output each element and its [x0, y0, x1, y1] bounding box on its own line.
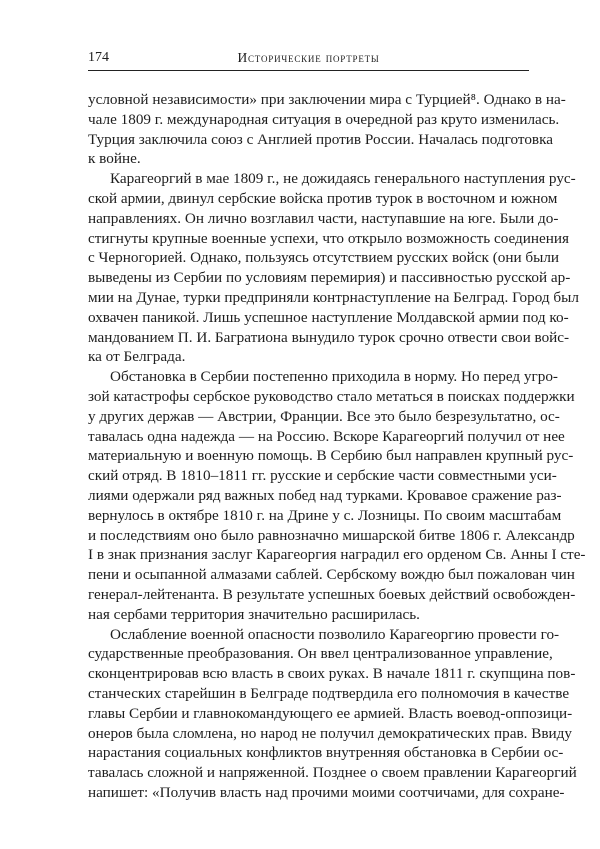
- text-line: напишет: «Получив власть над прочими моими соотчичами, для сохране-: [88, 783, 565, 801]
- text-line: лиями одержали ряд важных побед над турками. Кровавое сражение раз-: [88, 486, 562, 504]
- text-line: выведены из Сербии по условиям перемирия) и пассивностью русской ар-: [88, 269, 571, 287]
- text-line: I в знак признания заслуг Карагеоргия наградил его орденом Св. Анны I сте-: [88, 546, 586, 564]
- paragraph: [88, 367, 586, 624]
- text-line: Ослабление военной опасности позволило Карагеоргию провести го-: [110, 625, 560, 643]
- text-line: стигнуты крупные военные успехи, что открыло возможность соединения: [88, 229, 569, 247]
- text-line: к войне.: [88, 150, 141, 168]
- text-line: Турция заключила союз с Англией против России. Началась подготовка: [88, 130, 553, 148]
- paragraph: [88, 625, 577, 803]
- text-line: Обстановка в Сербии постепенно приходила в норму. Но перед угро-: [110, 368, 558, 386]
- body-text: [88, 90, 586, 803]
- text-line: мии на Дунае, турки предприняли контрнаступление на Белград. Город был: [88, 288, 579, 306]
- text-line: Карагеоргий в мае 1809 г., не дожидаясь генерального наступления рус-: [110, 170, 576, 188]
- text-line: станческих старейшин в Белграде подтвердила его полномочия в качестве: [88, 684, 570, 702]
- text-line: ский отряд. В 1810–1811 гг. русские и сербские части совместными уси-: [88, 467, 557, 485]
- text-line: онеров была сломлена, но народ не получил демократических прав. Ввиду: [88, 724, 572, 742]
- text-line: сконцентрировав всю власть в своих руках. В начале 1811 г. скупщина пов-: [88, 665, 576, 683]
- text-line: зой катастрофы сербское руководство стало метаться в поисках поддержки: [88, 387, 575, 405]
- text-line: сударственные преобразования. Он ввел централизованное управление,: [88, 645, 553, 663]
- text-line: ная сербами территория значительно расширилась.: [88, 605, 420, 623]
- text-line: нарастания социальных конфликтов внутренняя обстановка в Сербии ос-: [88, 744, 564, 762]
- text-line: материальную и военную помощь. В Сербию был направлен крупный рус-: [88, 447, 574, 465]
- running-header: [88, 48, 529, 71]
- page-number: 174: [88, 50, 109, 65]
- text-line: ка от Белграда.: [88, 348, 186, 366]
- text-line: чале 1809 г. международная ситуация в очередной раз круто изменилась.: [88, 110, 560, 128]
- paragraph: [88, 169, 579, 367]
- text-line: ской армии, двинул сербские войска против турок в восточном и южном: [88, 189, 558, 207]
- text-line: условной независимости» при заключении мира с Турцией⁸. Однако в на-: [88, 91, 566, 108]
- text-line: направлениях. Он лично возглавил части, наступавшие на юге. Были до-: [88, 209, 559, 227]
- text-line: вернулось в октябре 1810 г. на Дрине у с. Лозницы. По своим масштабам: [88, 506, 562, 524]
- paragraph: [88, 90, 566, 169]
- text-line: у других держав — Австрии, Франции. Все это было безрезультатно, ос-: [88, 407, 560, 425]
- running-title: Исторические портреты: [237, 50, 380, 65]
- text-line: пени и осыпанной алмазами саблей. Сербскому вождю был пожалован чин: [88, 566, 575, 584]
- text-line: с Черногорией. Однако, пользуясь отсутствием русских войск (они были: [88, 249, 560, 267]
- text-line: мандованием П. И. Багратиона вынудило турок срочно отвести свои войс-: [88, 328, 570, 346]
- text-line: тавалась одна надежда — на Россию. Вскоре Карагеоргий получил от нее: [88, 427, 565, 445]
- text-line: и последствиям оно было равнозначно мишарской битве 1806 г. Александр: [88, 526, 575, 544]
- text-line: генерал-лейтенанта. В результате успешных боевых действий освобожден-: [88, 585, 576, 603]
- text-line: тавалась сложной и напряженной. Позднее о своем правлении Карагеоргий: [88, 764, 577, 782]
- text-line: главы Сербии и главнокомандующего ее армией. Власть воевод-оппозици-: [88, 704, 573, 722]
- text-line: охвачен паникой. Лишь успешное наступление Молдавской армии под ко-: [88, 308, 569, 326]
